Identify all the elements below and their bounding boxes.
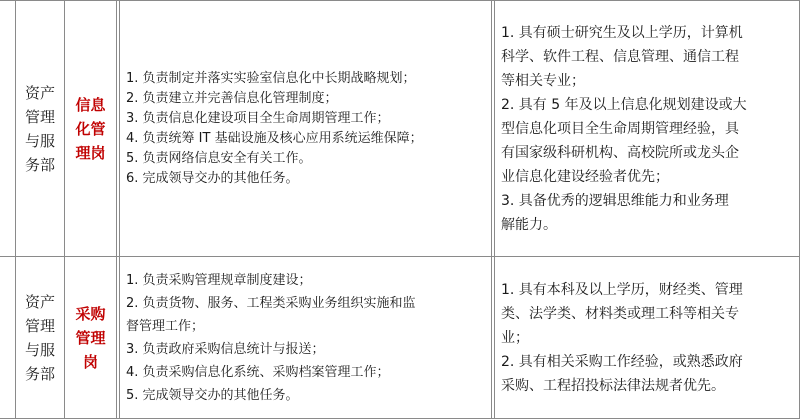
department-text: 务部: [24, 155, 55, 174]
requirement-line: 业；: [501, 329, 529, 346]
department-text: 与服: [24, 131, 55, 150]
table-row: [16, 1, 64, 256]
requirement-line: 有国家级科研机构、高校院所或龙头企: [501, 144, 739, 161]
department-text: 与服: [24, 340, 55, 359]
department-text: 管理: [24, 107, 55, 126]
requirement-line: 2. 具有相关采购工作经验，或熟悉政府: [501, 353, 743, 370]
duty-item: 2. 负责建立并完善信息化管理制度；: [126, 90, 338, 106]
requirement-line: 1. 具有本科及以上学历，财经类、管理: [501, 281, 743, 298]
requirements-cell: [495, 1, 799, 256]
duty-item: 4. 负责统筹 IT 基础设施及核心应用系统运维保障；: [126, 130, 423, 146]
duty-item: 1. 负责采购管理规章制度建设；: [126, 272, 312, 288]
requirement-line: 3. 具备优秀的逻辑思维能力和业务理: [501, 192, 729, 209]
duty-item: 1. 负责制定并落实实验室信息化中长期战略规划；: [126, 70, 416, 86]
duty-item: 5. 负责网络信息安全有关工作。: [126, 150, 312, 166]
department-text: 资产: [24, 83, 55, 102]
position-title: 信息: [75, 95, 106, 114]
column-divider: [116, 0, 117, 419]
requirement-line: 科学、软件工程、信息管理、通信工程: [501, 48, 739, 65]
position-title: 管理: [75, 328, 106, 347]
requirement-line: 型信息化项目全生命周期管理经验，具: [501, 120, 739, 137]
position-title: 岗: [82, 352, 98, 371]
duty-item: 6. 完成领导交办的其他任务。: [126, 170, 299, 186]
department-text: 管理: [24, 316, 55, 335]
position-title: 化管: [75, 119, 106, 138]
requirement-line: 1. 具有硕士研究生及以上学历，计算机: [501, 24, 743, 41]
duty-item: 2. 负责货物、服务、工程类采购业务组织实施和监: [126, 295, 416, 311]
duty-item: 3. 负责信息化建设项目全生命周期管理工作；: [126, 110, 390, 126]
duty-item: 3. 负责政府采购信息统计与报送；: [126, 341, 325, 357]
position-cell: [65, 1, 116, 256]
table-row: [16, 257, 64, 418]
requirement-line: 类、法学类、材料类或理工科等相关专: [501, 305, 739, 322]
duty-item: 督管理工作；: [126, 318, 205, 334]
position-title: 理岗: [75, 143, 106, 162]
requirement-line: 解能力。: [501, 216, 557, 233]
requirement-line: 采购、工程招投标法律法规者优先。: [501, 377, 725, 394]
column-divider: [491, 0, 492, 419]
requirement-line: 等相关专业；: [501, 72, 585, 89]
department-text: 务部: [24, 364, 55, 383]
duties-cell: [120, 257, 491, 418]
requirement-line: 业信息化建设经验者优先；: [501, 168, 669, 185]
duty-item: 5. 完成领导交办的其他任务。: [126, 387, 299, 403]
department-cell: [25, 290, 55, 386]
department-text: 资产: [24, 292, 55, 311]
duties-cell: [120, 1, 491, 256]
requirements-cell: [495, 257, 799, 418]
position-title: 采购: [75, 304, 106, 323]
requirement-line: 2. 具有 5 年及以上信息化规划建设或大: [501, 96, 747, 113]
department-cell: [25, 81, 55, 177]
duty-item: 4. 负责采购信息化系统、采购档案管理工作；: [126, 364, 390, 380]
position-cell: [65, 257, 116, 418]
